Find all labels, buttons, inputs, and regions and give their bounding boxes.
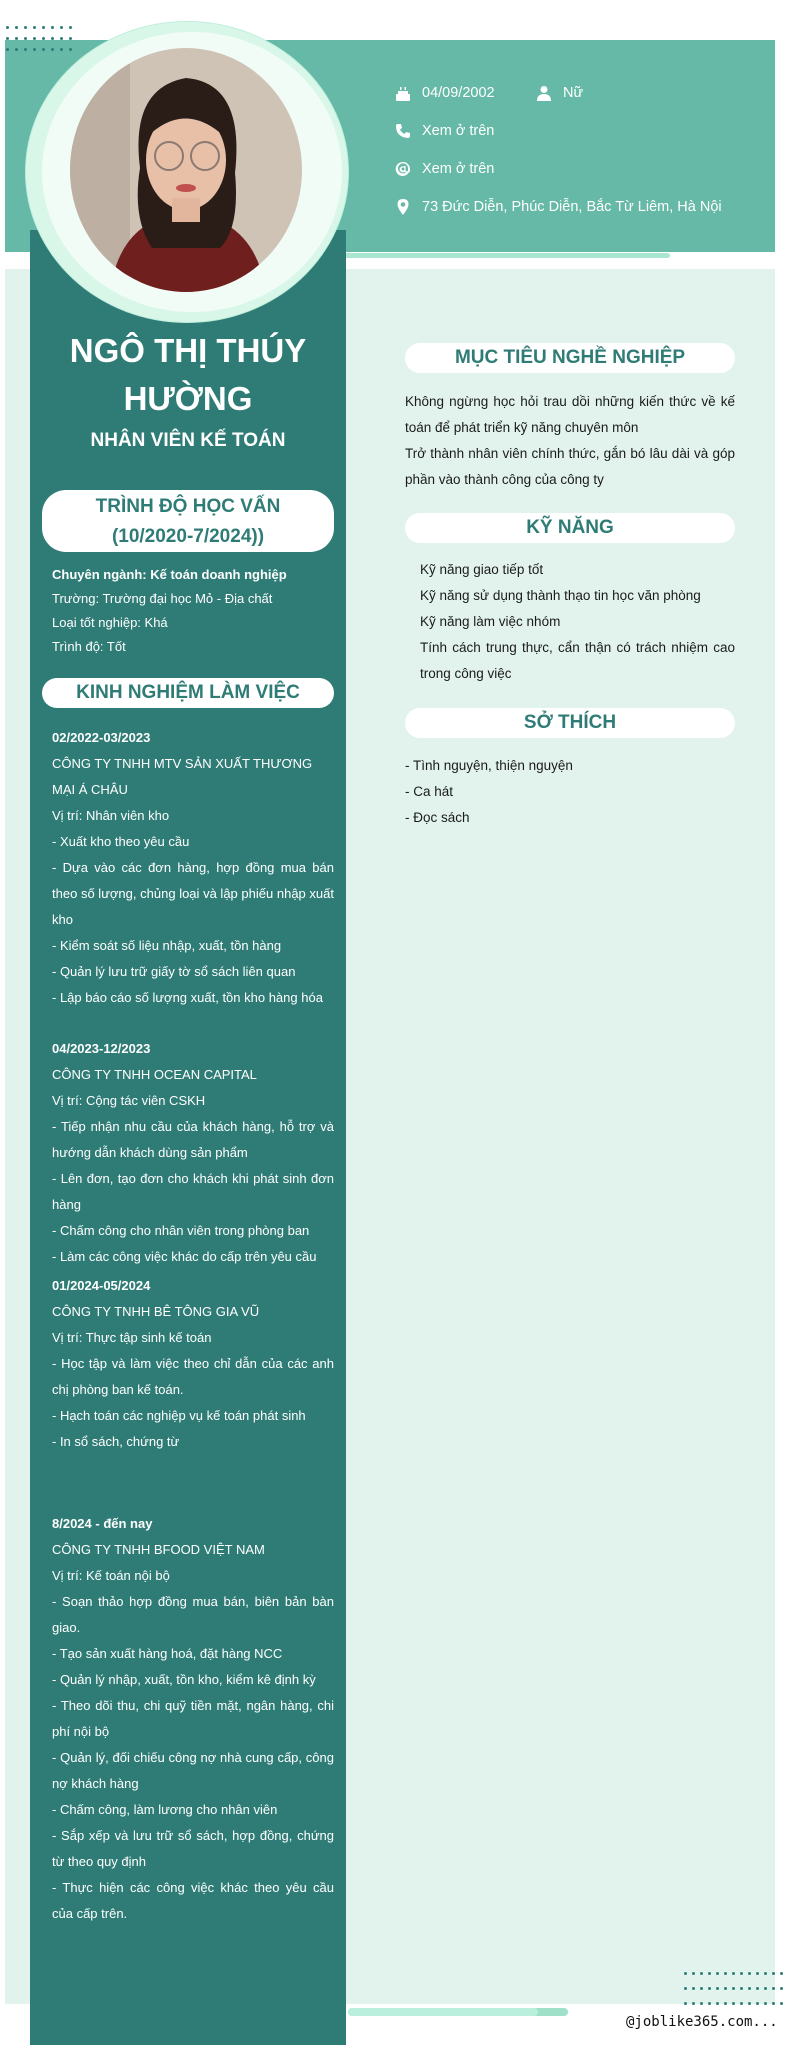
job-entry-4 [52,1511,334,1927]
hobbies-heading: SỞ THÍCH [405,708,735,738]
education-heading [42,490,334,552]
skills-heading: KỸ NĂNG [405,513,735,543]
job-company: CÔNG TY TNHH BÊ TÔNG GIA VŨ [52,1304,260,1319]
goals-text [405,389,735,493]
job-task: - Chấm công, làm lương cho nhân viên [52,1802,278,1817]
hobbies-list [405,753,735,831]
education-level: Trình độ: Tốt [52,639,126,654]
education-details [52,563,334,659]
job-period: 02/2022-03/2023 [52,730,151,745]
job-task: - Soạn thảo hợp đồng mua bán, biên bản bàn giao. [52,1594,334,1635]
header-accent-stripe [340,253,670,258]
email-text: Xem ở trên [422,161,495,177]
job-task: - Chấm công cho nhân viên trong phòng ban [52,1223,310,1238]
job-entry-1 [52,725,334,1011]
avatar [70,48,302,292]
dot-pattern-bottom-right [684,1972,783,2005]
job-task: - Lên đơn, tạo đơn cho khách khi phát sinh đơn hàng [52,1171,334,1212]
job-task: - Sắp xếp và lưu trữ sổ sách, hợp đồng, chứng từ theo quy định [52,1828,334,1869]
job-company: CÔNG TY TNHH OCEAN CAPITAL [52,1067,257,1082]
goals-heading: MỤC TIÊU NGHỀ NGHIỆP [405,343,735,373]
hobby-item: - Ca hát [405,784,454,799]
job-period: 01/2024-05/2024 [52,1278,151,1293]
education-major: Chuyên ngành: Kế toán doanh nghiệp [52,567,287,582]
job-company: CÔNG TY TNHH BFOOD VIỆT NAM [52,1542,265,1557]
job-task: - Thực hiện các công việc khác theo yêu cầu của cấp trên. [52,1880,334,1921]
birthday-info [395,85,495,101]
phone-text: Xem ở trên [422,123,495,139]
job-entry-2 [52,1036,334,1270]
hobby-item: - Đọc sách [405,810,470,825]
job-task: - Xuất kho theo yêu cầu [52,834,190,849]
job-company: CÔNG TY TNHH MTV SẢN XUẤT THƯƠNG MẠI Á CHÂU [52,756,313,797]
at-icon [395,161,411,177]
job-position: Vị trí: Nhân viên kho [52,808,170,823]
job-position: Vị trí: Kế toán nội bộ [52,1568,170,1583]
goal-line: Trở thành nhân viên chính thức, gắn bó lâu dài và góp phần vào thành công của công ty [405,446,735,487]
education-heading-line2: (10/2020-7/2024)) [111,526,265,547]
cake-icon [395,85,411,101]
footer-accent-strip-inner [348,2008,538,2016]
job-task: - Tạo sản xuất hàng hoá, đặt hàng NCC [52,1646,283,1661]
skills-list [420,557,735,687]
job-task: - Lập báo cáo số lượng xuất, tồn kho hàng hóa [52,990,323,1005]
job-period: 04/2023-12/2023 [52,1041,151,1056]
job-task: - Kiểm soát số liệu nhập, xuất, tồn hàng [52,938,282,953]
education-grade: Loại tốt nghiệp: Khá [52,615,168,630]
job-task: - Làm các công việc khác do cấp trên yêu cầu [52,1249,317,1264]
hobby-item: - Tình nguyện, thiện nguyện [405,758,573,773]
education-heading-line1: TRÌNH ĐỘ HỌC VẤN [95,496,281,517]
job-position: Vị trí: Cộng tác viên CSKH [52,1093,206,1108]
experience-heading: KINH NGHIỆM LÀM VIỆC [42,678,334,708]
watermark: @joblike365.com... [626,2014,778,2030]
profile-job-title: NHÂN VIÊN KẾ TOÁN [90,430,286,451]
phone-info [395,123,494,139]
skill-item: Kỹ năng làm việc nhóm [420,614,561,629]
skill-item: Kỹ năng sử dụng thành thạo tin học văn phòng [420,588,701,603]
person-icon [536,85,552,101]
gender-text: Nữ [563,85,584,101]
job-position: Vị trí: Thực tập sinh kế toán [52,1330,212,1345]
email-info [395,161,494,177]
job-task: - Dựa vào các đơn hàng, hợp đồng mua bán theo số lượng, chủng loại và lập phiếu nhập xuất kho [52,860,334,927]
job-task: - Học tập và làm việc theo chỉ dẫn của các anh chị phòng ban kế toán. [52,1356,334,1397]
avatar-photo [70,48,302,292]
job-task: - Quản lý lưu trữ giấy tờ sổ sách liên quan [52,964,296,979]
job-period: 8/2024 - đến nay [52,1516,153,1531]
dot-pattern-top-left [6,26,72,51]
education-school: Trường: Trường đại học Mỏ - Địa chất [52,591,273,606]
address-info [395,199,722,215]
phone-icon [395,123,411,139]
job-task: - Quản lý, đối chiếu công nợ nhà cung cấp, công nợ khách hàng [52,1750,334,1791]
job-task: - Quản lý nhập, xuất, tồn kho, kiểm kê định kỳ [52,1672,316,1687]
location-pin-icon [395,199,411,215]
profile-name: NGÔ THỊ THÚY HƯỜNG [69,332,307,417]
job-entry-3 [52,1273,334,1455]
skill-item: Tính cách trung thực, cẩn thận có trách nhiệm cao trong công việc [420,640,735,681]
job-task: - In sổ sách, chứng từ [52,1434,180,1449]
address-text: 73 Đức Diễn, Phúc Diễn, Bắc Từ Liêm, Hà Nội [422,199,722,215]
job-task: - Hạch toán các nghiệp vụ kế toán phát sinh [52,1408,306,1423]
gender-info [536,85,583,101]
goal-line: Không ngừng học hỏi trau dồi những kiến thức về kế toán để phát triển kỹ năng chuyên môn [405,394,735,435]
skill-item: Kỹ năng giao tiếp tốt [420,562,544,577]
birthday-text: 04/09/2002 [422,85,495,101]
job-task: - Tiếp nhận nhu cầu của khách hàng, hỗ trợ và hướng dẫn khách dùng sản phẩm [52,1119,334,1160]
job-task: - Theo dõi thu, chi quỹ tiền mặt, ngân hàng, chi phí nội bộ [52,1698,334,1739]
